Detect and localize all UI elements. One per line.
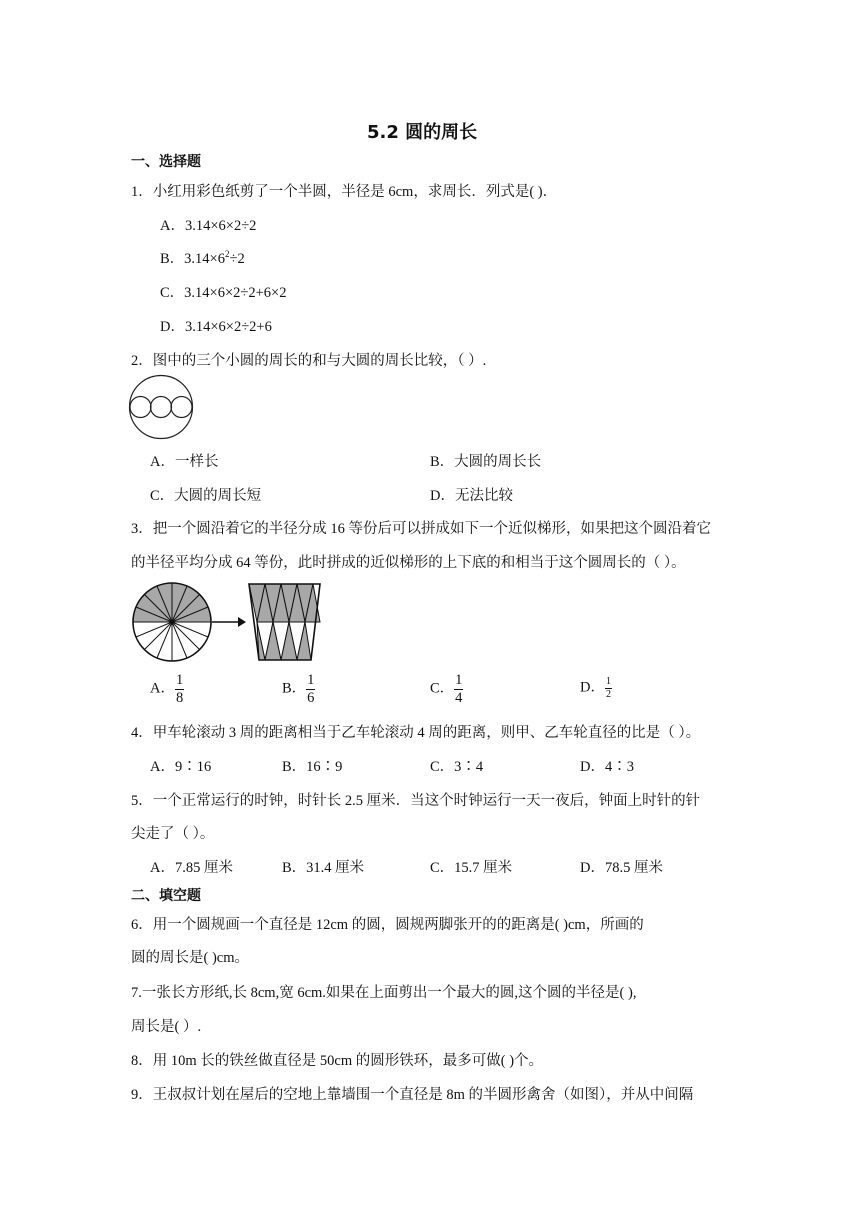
question-2-stem: 2．图中的三个小圆的周长的和与大圆的周长比较，（ ）.: [131, 353, 487, 369]
question-3-option-d: D． $\frac{1}{2}$: [580, 676, 611, 700]
question-1-option-a: A．3.14×6×2÷2: [160, 218, 257, 234]
arrow-icon: [212, 615, 246, 629]
question-3-stem-line-1: 3．把一个圆沿着它的半径分成 16 等份后可以拼成如下一个近似梯形，如果把这个圆沿着它: [131, 521, 711, 537]
question-3-trapezoid-figure: [247, 582, 323, 662]
question-4-option-a: A．9∶16: [150, 759, 212, 775]
question-9-line-1: 9．王叔叔计划在屋后的空地上靠墙围一个直径是 8m 的半圆形禽舍（如图），并从中间隔: [131, 1087, 694, 1103]
question-6-line-1: 6．用一个圆规画一个直径是 12cm 的圆，圆规两脚张开的的距离是( )cm，所画的: [131, 917, 644, 933]
question-5-stem-line-1: 5．一个正常运行的时钟，时针长 2.5 厘米．当这个时钟运行一天一夜后，钟面上时针的针: [131, 793, 701, 809]
page-title: 5.2 圆的周长: [367, 122, 478, 143]
question-5-option-c: C．15.7 厘米: [430, 860, 513, 876]
question-3-stem-line-2: 的半径平均分成 64 等份，此时拼成的近似梯形的上下底的和相当于这个圆周长的（ ）。: [131, 555, 686, 571]
question-3-option-c: C． $\frac{1}{4}$: [430, 672, 463, 706]
question-7-line-2: 周长是( ）.: [131, 1019, 202, 1035]
question-1-option-d: D．3.14×6×2÷2+6: [160, 319, 272, 335]
question-4-option-c: C．3∶4: [430, 759, 484, 775]
question-5-option-d: D．78.5 厘米: [580, 860, 663, 876]
question-3-circle-sectors-figure: [130, 580, 214, 664]
question-4-option-d: D．4∶3: [580, 759, 634, 775]
question-5-option-b: B．31.4 厘米: [282, 860, 365, 876]
question-5-option-a: A．7.85 厘米: [150, 860, 233, 876]
question-3-option-b: B． $\frac{1}{6}$: [282, 672, 315, 706]
question-1-option-c: C．3.14×6×2÷2+6×2: [160, 285, 287, 301]
question-2-option-a: A．一样长: [150, 454, 219, 470]
question-2-option-d: D．无法比较: [430, 488, 513, 504]
question-1-stem: 1．小红用彩色纸剪了一个半圆，半径是 6cm，求周长．列式是( )．: [131, 184, 558, 200]
question-4-option-b: B．16∶9: [282, 759, 343, 775]
question-2-circles-figure: [128, 374, 196, 442]
question-1-option-b: B．$3.14\times 6^2\div 2$: [160, 249, 245, 267]
section-heading-choice: 一、选择题: [131, 154, 201, 170]
question-2-option-c: C．大圆的周长短: [150, 488, 262, 504]
question-7-line-1: 7.一张长方形纸,长 8cm,宽 6cm.如果在上面剪出一个最大的圆,这个圆的半径是( ),: [131, 985, 637, 1001]
question-4-stem: 4．甲车轮滚动 3 周的距离相当于乙车轮滚动 4 周的距离，则甲、乙车轮直径的比是（ ）。: [131, 725, 701, 741]
question-5-stem-line-2: 尖走了（ ）。: [131, 826, 215, 842]
question-2-option-b: B．大圆的周长长: [430, 454, 542, 470]
section-heading-fill-in: 二、填空题: [131, 888, 201, 904]
question-8-line-1: 8．用 10m 长的铁丝做直径是 50cm 的圆形铁环，最多可做( )个。: [131, 1053, 544, 1069]
question-6-line-2: 圆的周长是( )cm。: [131, 950, 249, 966]
question-3-option-a: A． $\frac{1}{8}$: [150, 672, 184, 706]
